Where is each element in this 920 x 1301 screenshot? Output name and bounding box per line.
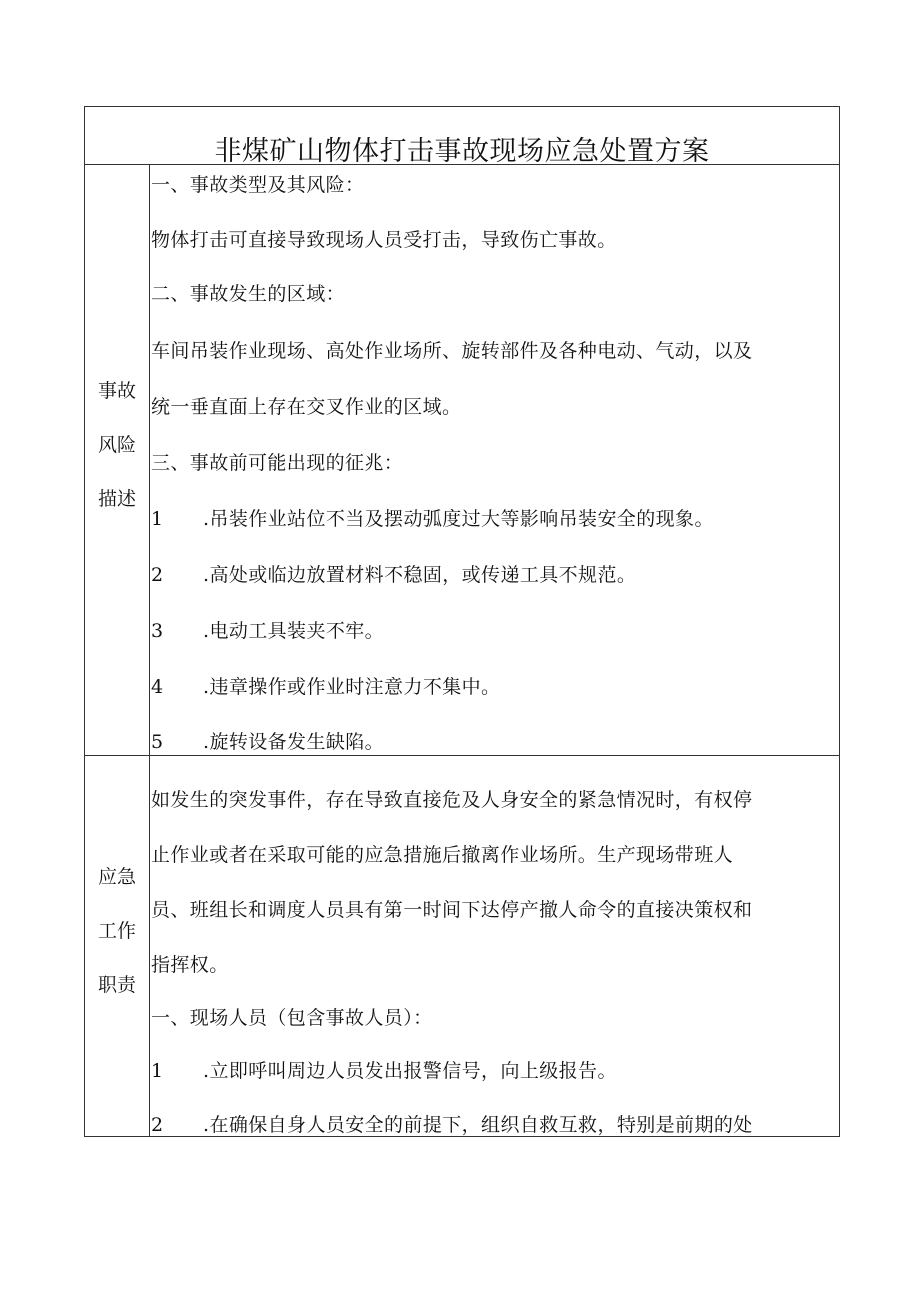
item-text: .立即呼叫周边人员发出报警信号，向上级报告。 (203, 1060, 617, 1082)
item-text: .在确保自身人员安全的前提下，组织自救互救，特别是前期的处 (203, 1114, 753, 1136)
list-item (151, 727, 384, 754)
page-title: 非煤矿山物体打击事故现场应急处置方案 (214, 136, 710, 167)
section2-label-line: 应急 (97, 866, 136, 888)
item-number: 2 (151, 564, 164, 586)
item-number: 4 (151, 676, 164, 698)
section1-label-line: 风险 (97, 434, 136, 456)
list-item (151, 504, 714, 531)
section2-text: 止作业或者在采取可能的应急措施后撤离作业场所。生产现场带班人 (151, 844, 734, 866)
section1-text: 统一垂直面上存在交叉作业的区域。 (151, 396, 462, 418)
section1-heading-2: 二、事故发生的区域： (151, 283, 346, 305)
item-number: 2 (151, 1114, 164, 1136)
section2-text: 如发生的突发事件，存在导致直接危及人身安全的紧急情况时，有权停 (151, 789, 753, 811)
section2-label-line: 工作 (97, 920, 136, 942)
item-text: .电动工具装夹不牢。 (203, 620, 385, 642)
item-text: .吊装作业站位不当及摆动弧度过大等影响吊装安全的现象。 (203, 508, 714, 530)
section2-text: 指挥权。 (151, 954, 229, 976)
item-number: 1 (151, 508, 164, 530)
section1-label-line: 事故 (97, 380, 136, 402)
list-item (151, 616, 384, 643)
section2-label-line: 职责 (97, 974, 136, 996)
section2-label (85, 867, 149, 1029)
item-text: .违章操作或作业时注意力不集中。 (203, 676, 501, 698)
section-divider (85, 755, 839, 756)
section1-label-line: 描述 (97, 488, 136, 510)
list-item (151, 672, 500, 699)
section1-text: 车间吊装作业现场、高处作业场所、旋转部件及各种电动、气动，以及 (151, 340, 753, 362)
section1-label (85, 381, 149, 543)
title-divider (85, 164, 839, 165)
list-item (151, 1110, 753, 1137)
item-number: 1 (151, 1060, 164, 1082)
section1-heading-3: 三、事故前可能出现的征兆： (151, 452, 404, 474)
section2-heading-1: 一、现场人员（包含事故人员）： (151, 1007, 433, 1029)
section1-heading-1: 一、事故类型及其风险： (151, 174, 365, 196)
item-text: .高处或临边放置材料不稳固，或传递工具不规范。 (203, 564, 637, 586)
item-number: 3 (151, 620, 164, 642)
item-text: .旋转设备发生缺陷。 (203, 731, 385, 753)
section1-text: 物体打击可直接导致现场人员受打击，导致伤亡事故。 (151, 229, 617, 251)
list-item (151, 560, 636, 587)
item-number: 5 (151, 731, 164, 753)
section2-text: 员、班组长和调度人员具有第一时间下达停产撤人命令的直接决策权和 (151, 899, 753, 921)
list-item (151, 1056, 617, 1083)
label-column-divider (149, 165, 150, 1136)
plan-table (84, 106, 840, 1137)
